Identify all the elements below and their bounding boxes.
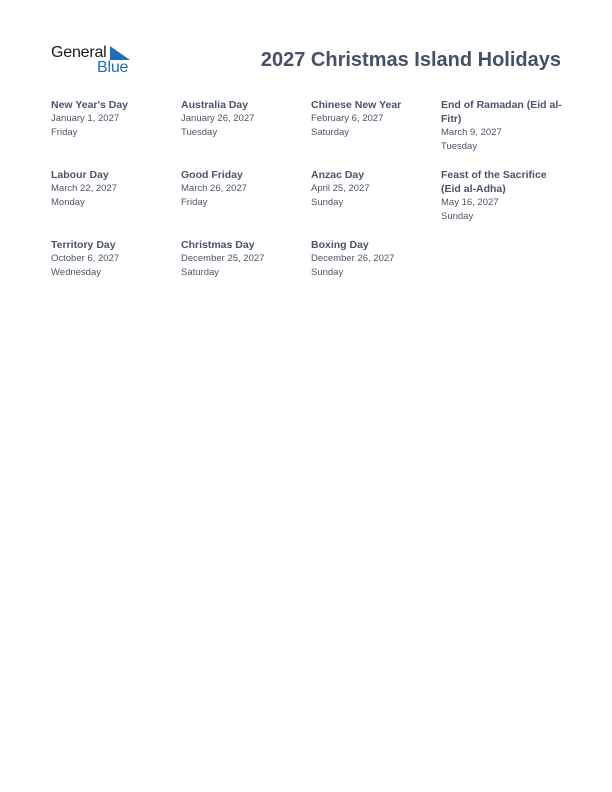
holiday-weekday: Sunday xyxy=(311,267,344,278)
holiday-weekday: Saturday xyxy=(311,127,350,138)
logo-text-general: General xyxy=(51,44,107,61)
holiday-name: End of Ramadan (Eid al-Fitr) xyxy=(441,99,562,125)
holiday-weekday: Tuesday xyxy=(181,127,218,138)
holiday-name: Boxing Day xyxy=(311,239,369,251)
holiday-date: January 26, 2027 xyxy=(181,113,255,124)
holiday-date: December 25, 2027 xyxy=(181,253,265,264)
holiday-item xyxy=(51,98,173,140)
holiday-date: December 26, 2027 xyxy=(311,253,395,264)
holiday-row xyxy=(51,98,571,168)
holiday-item xyxy=(181,98,303,140)
page-title: 2027 Christmas Island Holidays xyxy=(260,49,561,71)
holiday-date: March 22, 2027 xyxy=(51,183,118,194)
holiday-date: March 26, 2027 xyxy=(181,183,248,194)
holiday-row xyxy=(51,168,571,238)
holiday-weekday: Tuesday xyxy=(441,141,478,152)
holiday-grid xyxy=(51,98,571,308)
holiday-name: Australia Day xyxy=(181,99,249,111)
holiday-name: Chinese New Year xyxy=(311,99,402,111)
holiday-name: Labour Day xyxy=(51,169,109,181)
holiday-item xyxy=(441,168,563,224)
holiday-item xyxy=(311,238,433,280)
holiday-date: March 9, 2027 xyxy=(441,127,502,138)
holiday-date: October 6, 2027 xyxy=(51,253,120,264)
holiday-date: May 16, 2027 xyxy=(441,197,499,208)
holiday-name: Territory Day xyxy=(51,239,116,251)
logo-text-blue: Blue xyxy=(97,59,129,76)
holiday-item xyxy=(51,238,173,280)
holiday-row xyxy=(51,238,571,308)
holiday-item xyxy=(51,168,173,210)
holiday-item xyxy=(181,238,303,280)
holiday-item xyxy=(311,98,433,140)
holiday-weekday: Monday xyxy=(51,197,85,208)
logo xyxy=(51,44,141,78)
holiday-item xyxy=(311,168,433,210)
holiday-name: Good Friday xyxy=(181,169,243,181)
holiday-date: April 25, 2027 xyxy=(311,183,370,194)
logo-triangle-icon xyxy=(110,46,130,60)
holiday-name: New Year's Day xyxy=(51,99,129,111)
holiday-weekday: Friday xyxy=(181,197,208,208)
holiday-name: Christmas Day xyxy=(181,239,255,251)
holiday-weekday: Saturday xyxy=(181,267,220,278)
holiday-weekday: Sunday xyxy=(441,211,474,222)
holiday-weekday: Wednesday xyxy=(51,267,101,278)
holiday-weekday: Sunday xyxy=(311,197,344,208)
holiday-weekday: Friday xyxy=(51,127,78,138)
holiday-name: Anzac Day xyxy=(311,169,365,181)
holiday-item xyxy=(181,168,303,210)
holiday-date: January 1, 2027 xyxy=(51,113,120,124)
holiday-name: Feast of the Sacrifice (Eid al-Adha) xyxy=(441,169,547,195)
holiday-date: February 6, 2027 xyxy=(311,113,384,124)
holiday-item xyxy=(441,98,563,154)
